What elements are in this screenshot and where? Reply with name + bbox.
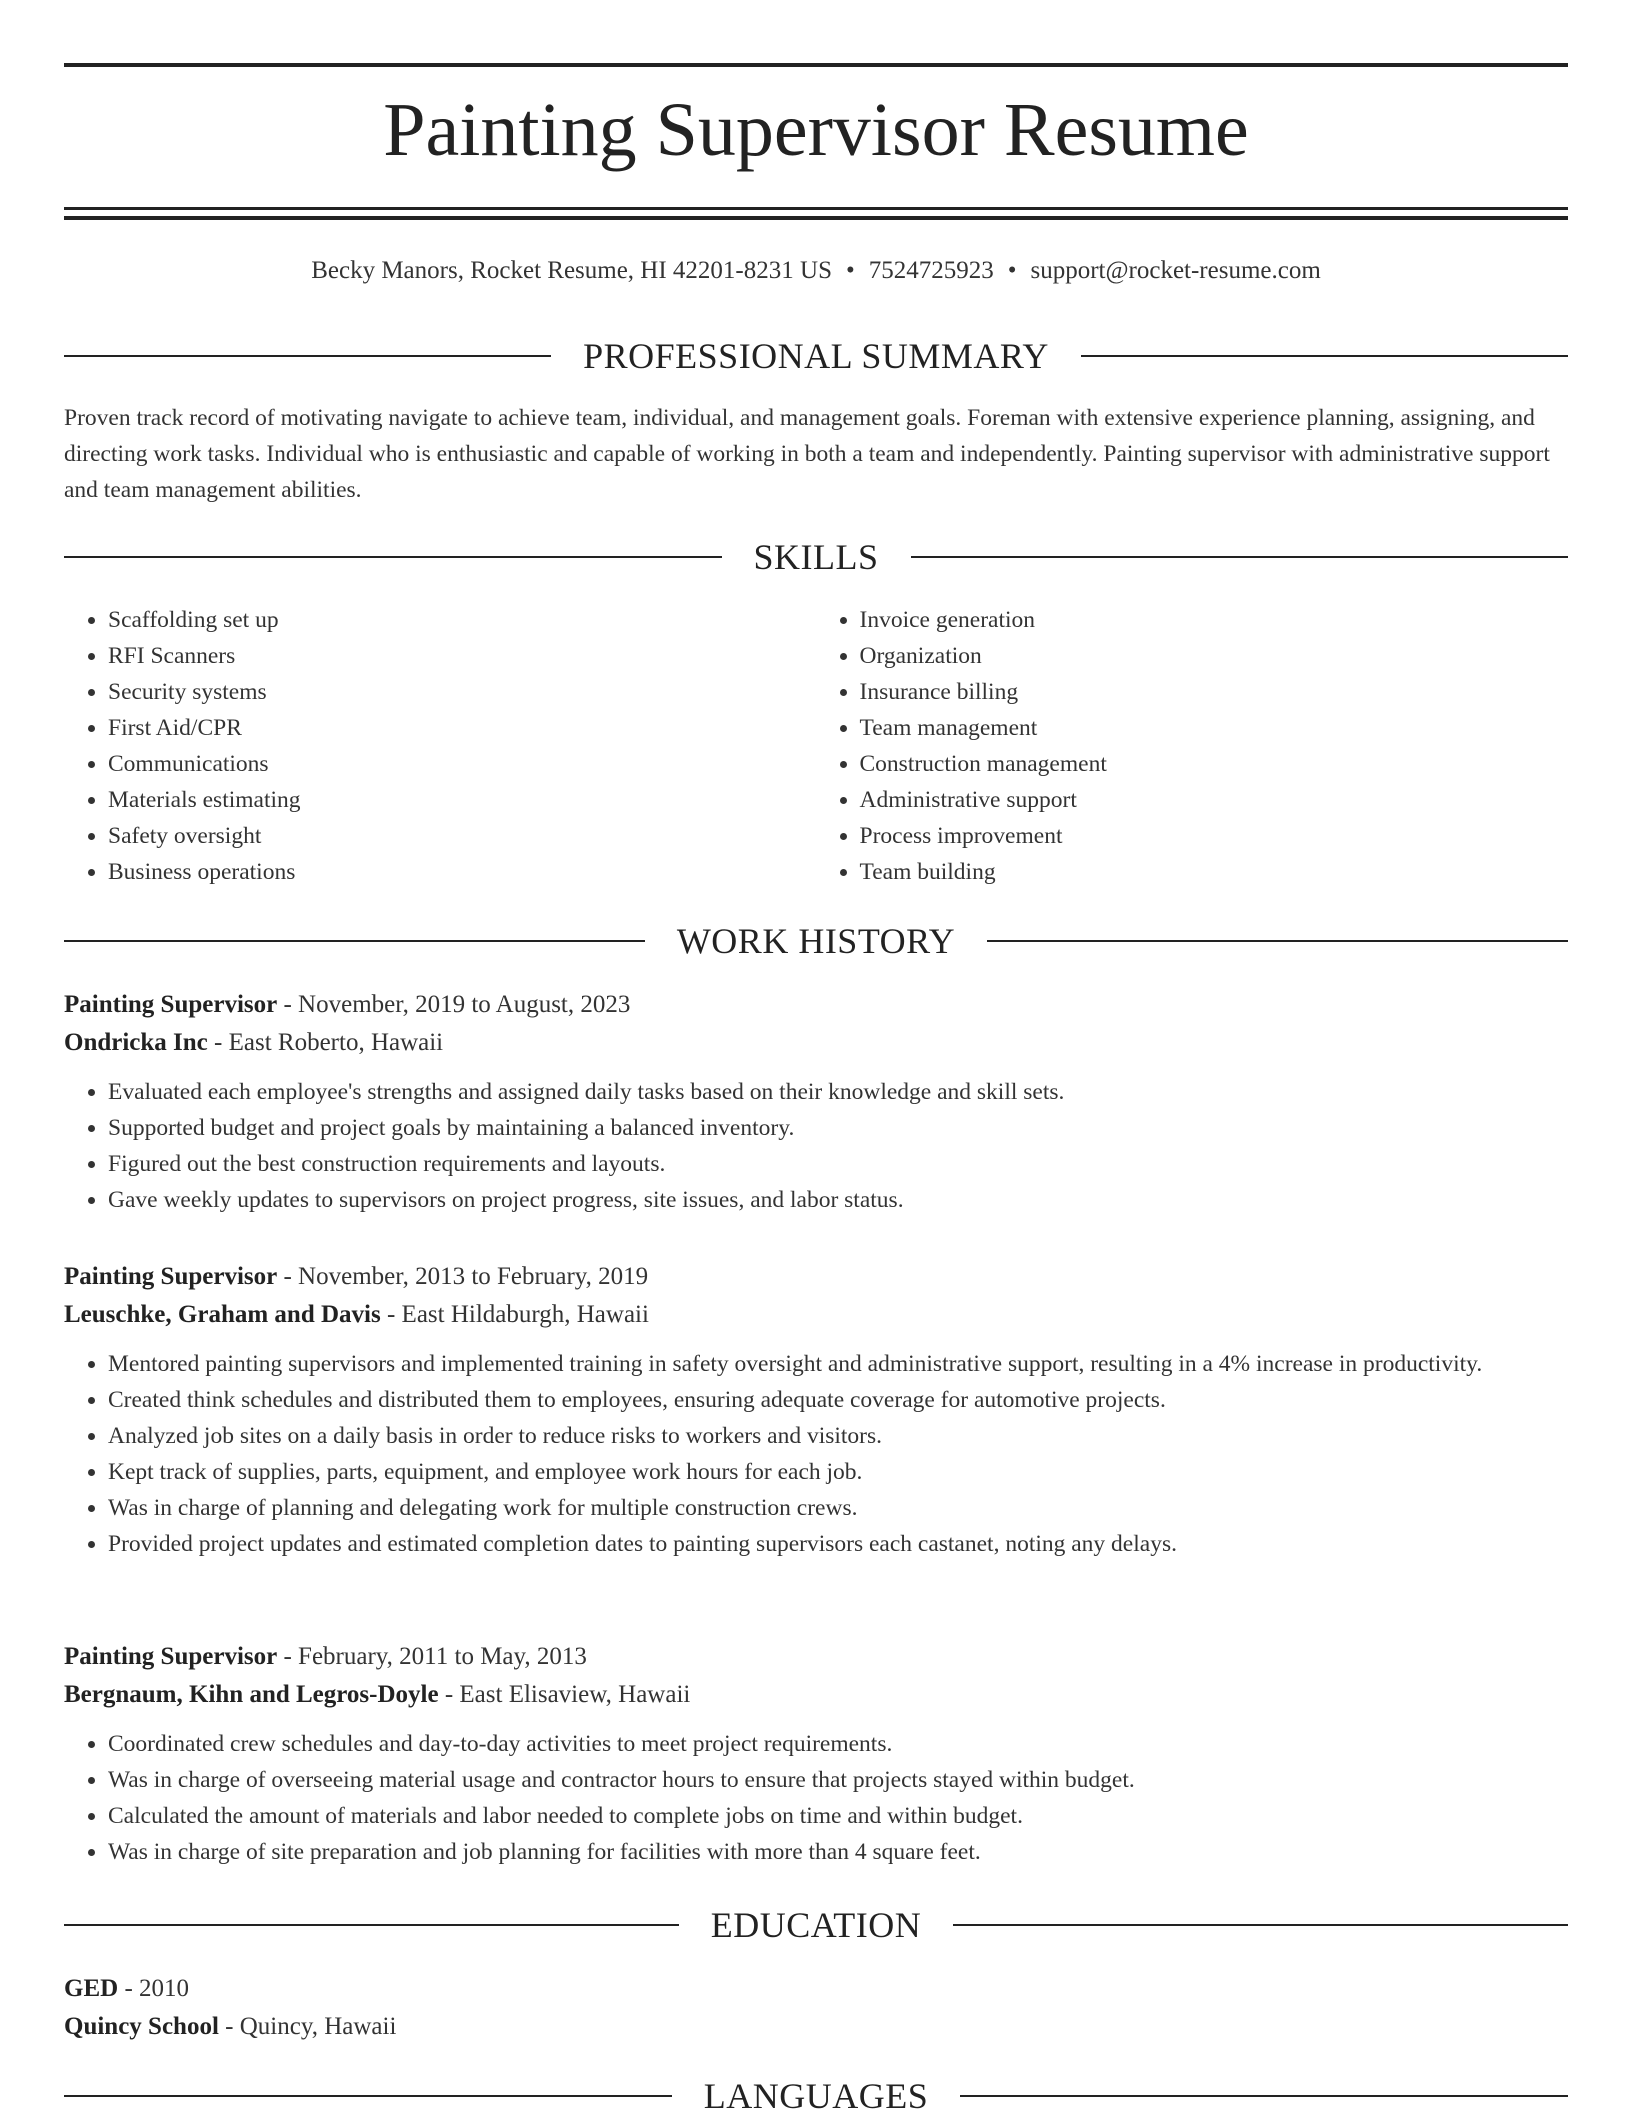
section-rule	[64, 1924, 679, 1926]
job-company: Bergnaum, Kihn and Legros-Doyle	[64, 1681, 439, 1708]
skill-item: • Invoice generation	[860, 602, 1569, 638]
section-title: SKILLS	[753, 537, 879, 577]
job-company-line	[64, 1024, 1568, 1062]
job-title-line	[64, 986, 1568, 1024]
education-location: - Quincy, Hawaii	[218, 2013, 397, 2040]
resume-title: Painting Supervisor Resume	[383, 88, 1249, 172]
skill-item: • Construction management	[860, 746, 1569, 782]
job-entry	[64, 1258, 1568, 1562]
skill-item: • Team building	[860, 854, 1569, 890]
section-header-education	[64, 1903, 1568, 1947]
job-dates: - November, 2013 to February, 2019	[277, 1263, 649, 1290]
section-rule	[960, 2095, 1568, 2097]
skills-column-right	[817, 602, 1569, 890]
job-bullet: • Created think schedules and distributed them to employees, ensuring adequate coverage for automotive projects.	[108, 1382, 1568, 1418]
skill-item: • Scaffolding set up	[108, 602, 817, 638]
contact-separator: •	[845, 257, 855, 284]
education-year: - 2010	[118, 1975, 190, 2002]
skill-item: • Materials estimating	[108, 782, 817, 818]
section-header-languages	[64, 2074, 1568, 2112]
job-title: Painting Supervisor	[64, 1643, 278, 1670]
job-title: Painting Supervisor	[64, 991, 278, 1018]
job-bullet: • Mentored painting supervisors and implemented training in safety oversight and administrative support, resulting in a 4% increase in productivity.	[108, 1346, 1568, 1382]
education-school: Quincy School	[64, 2013, 219, 2040]
skill-item: • Communications	[108, 746, 817, 782]
top-rule	[64, 63, 1568, 67]
section-rule	[911, 556, 1569, 558]
job-location: - East Elisaview, Hawaii	[438, 1681, 691, 1708]
job-bullet: • Kept track of supplies, parts, equipment, and employee work hours for each job.	[108, 1454, 1568, 1490]
section-rule	[64, 556, 722, 558]
job-bullet: • Was in charge of planning and delegating work for multiple construction crews.	[108, 1490, 1568, 1526]
education-degree-line	[64, 1970, 1568, 2008]
section-rule	[64, 2095, 672, 2097]
job-title-line	[64, 1638, 1568, 1676]
job-bullet: • Gave weekly updates to supervisors on project progress, site issues, and labor status.	[108, 1182, 1568, 1218]
section-title: WORK HISTORY	[676, 921, 956, 961]
job-title-line	[64, 1258, 1568, 1296]
job-bullet: • Provided project updates and estimated completion dates to painting supervisors each castanet, noting any delays.	[108, 1526, 1568, 1562]
job-location: - East Roberto, Hawaii	[207, 1029, 444, 1056]
contact-line	[64, 254, 1568, 288]
section-rule	[953, 1924, 1568, 1926]
skill-item: • Team management	[860, 710, 1569, 746]
section-rule	[64, 940, 645, 942]
skill-item: • Process improvement	[860, 818, 1569, 854]
section-header-skills	[64, 535, 1568, 579]
skill-item: • Security systems	[108, 674, 817, 710]
education-degree: GED	[64, 1975, 119, 2002]
section-rule	[1081, 355, 1568, 357]
section-title: PROFESSIONAL SUMMARY	[583, 336, 1049, 376]
job-dates: - November, 2019 to August, 2023	[277, 991, 631, 1018]
contact-email: support@rocket-resume.com	[1030, 257, 1321, 284]
job-bullet: • Figured out the best construction requirements and layouts.	[108, 1146, 1568, 1182]
skill-item: • Administrative support	[860, 782, 1569, 818]
job-bullet: • Was in charge of site preparation and job planning for facilities with more than 4 square feet.	[108, 1834, 1568, 1870]
job-bullet: • Supported budget and project goals by maintaining a balanced inventory.	[108, 1110, 1568, 1146]
contact-separator: •	[1007, 257, 1017, 284]
job-bullets	[64, 1726, 1568, 1870]
job-title: Painting Supervisor	[64, 1263, 278, 1290]
skills-column-left	[64, 602, 817, 890]
job-location: - East Hildaburgh, Hawaii	[380, 1301, 649, 1328]
job-dates: - February, 2011 to May, 2013	[277, 1643, 587, 1670]
skill-item: • RFI Scanners	[108, 638, 817, 674]
job-bullets	[64, 1074, 1568, 1218]
skill-item: • Business operations	[108, 854, 817, 890]
job-bullet: • Evaluated each employee's strengths and assigned daily tasks based on their knowledge and skill sets.	[108, 1074, 1568, 1110]
contact-phone: 7524725923	[868, 257, 994, 284]
education-school-line	[64, 2008, 1568, 2046]
job-company: Ondricka Inc	[64, 1029, 208, 1056]
skills-list	[64, 602, 1568, 890]
education-entry	[64, 1970, 1568, 2046]
job-bullet: • Coordinated crew schedules and day-to-day activities to meet project requirements.	[108, 1726, 1568, 1762]
section-rule	[64, 355, 551, 357]
job-company-line	[64, 1296, 1568, 1334]
job-entry	[64, 986, 1568, 1218]
job-bullet: • Analyzed job sites on a daily basis in order to reduce risks to workers and visitors.	[108, 1418, 1568, 1454]
job-entry	[64, 1638, 1568, 1870]
job-bullet: • Calculated the amount of materials and labor needed to complete jobs on time and within budget.	[108, 1798, 1568, 1834]
section-title: LANGUAGES	[703, 2076, 929, 2112]
skill-item: • Safety oversight	[108, 818, 817, 854]
job-bullet: • Was in charge of overseeing material usage and contractor hours to ensure that projects stayed within budget.	[108, 1762, 1568, 1798]
section-title: EDUCATION	[710, 1905, 922, 1945]
section-header-work-history	[64, 919, 1568, 963]
section-rule	[987, 940, 1568, 942]
skill-item: • First Aid/CPR	[108, 710, 817, 746]
contact-address: Becky Manors, Rocket Resume, HI 42201-8231 US	[311, 257, 832, 284]
job-bullets	[64, 1346, 1568, 1562]
skill-item: • Organization	[860, 638, 1569, 674]
skill-item: • Insurance billing	[860, 674, 1569, 710]
job-company: Leuschke, Graham and Davis	[64, 1301, 381, 1328]
section-header-summary	[64, 334, 1568, 378]
title-double-rule	[64, 207, 1568, 220]
job-company-line	[64, 1676, 1568, 1714]
summary-text: Proven track record of motivating navigate to achieve team, individual, and management goals. Foreman with extensive experience planning, assigning, and directing work tasks. Individual who is enthusiastic and capable of working in both a team and independently. Painting supervisor with administrative support and team management abilities.	[64, 405, 1550, 503]
